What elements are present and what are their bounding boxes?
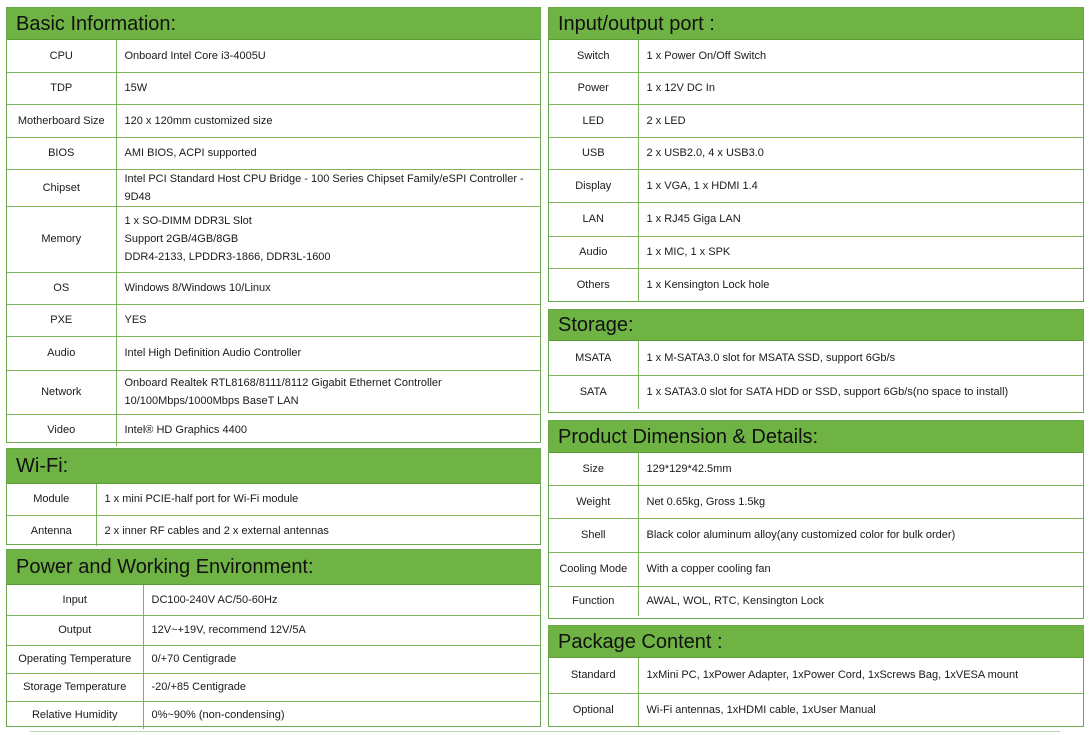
spec-value: [116, 304, 540, 336]
spec-value-line: 1 x VGA, 1 x HDMI 1.4: [646, 179, 758, 192]
spec-value-line: 1 x Kensington Lock hole: [646, 279, 770, 292]
spec-value: [638, 586, 1083, 616]
spec-value: [638, 72, 1083, 104]
spec-value: [638, 518, 1083, 552]
spec-value-line: Onboard Realtek RTL8168/8111/8112 Gigabit Ethernet Controller: [124, 377, 442, 389]
spec-value-line: Wi-Fi antennas, 1xHDMI cable, 1xUser Manual: [646, 703, 876, 716]
spec-label: Weight: [549, 485, 638, 518]
spec-value: [638, 236, 1083, 268]
basic-information-section: [6, 7, 541, 443]
spec-label: Module: [7, 484, 96, 515]
spec-value: [638, 658, 1083, 693]
spec-table: [7, 40, 540, 446]
table-row: [7, 336, 540, 370]
spec-value: [638, 104, 1083, 137]
spec-label: Network: [7, 370, 116, 414]
spec-value-line: Intel High Definition Audio Controller: [124, 347, 302, 359]
spec-value: [638, 202, 1083, 236]
table-row: [7, 701, 540, 729]
wifi-section: [6, 448, 541, 545]
spec-value: [116, 72, 540, 104]
table-row: [549, 518, 1083, 552]
spec-value: [116, 169, 540, 206]
spec-value: [116, 40, 540, 72]
spec-value-line: 12V~+19V, recommend 12V/5A: [151, 624, 306, 636]
dimension-section: [548, 420, 1084, 619]
spec-label: Output: [7, 615, 143, 645]
section-title: Package Content :: [549, 626, 1083, 658]
spec-value-line: Onboard Intel Core i3-4005U: [124, 49, 266, 62]
spec-value-line: AMI BIOS, ACPI supported: [124, 147, 257, 159]
spec-value-line: 1 x MIC, 1 x SPK: [646, 246, 731, 258]
spec-value: [638, 137, 1083, 169]
spec-value: [116, 104, 540, 137]
section-title: Power and Working Environment:: [7, 550, 540, 585]
power-environment-section: [6, 549, 541, 727]
spec-value: [638, 169, 1083, 202]
spec-value-line: With a copper cooling fan: [646, 563, 771, 575]
spec-value: [116, 206, 540, 272]
spec-label: Display: [549, 169, 638, 202]
spec-table: [7, 484, 540, 546]
spec-label: Cooling Mode: [549, 552, 638, 586]
spec-label: MSATA: [549, 341, 638, 375]
storage-section: [548, 309, 1084, 413]
spec-label: OS: [7, 272, 116, 304]
spec-table: [549, 453, 1083, 616]
spec-label: Optional: [549, 693, 638, 726]
spec-value: [96, 484, 540, 515]
spec-label: Input: [7, 585, 143, 615]
spec-value: [143, 701, 540, 729]
spec-value-line: 2 x USB2.0, 4 x USB3.0: [646, 147, 764, 159]
spec-table: [7, 585, 540, 729]
spec-value-line: Windows 8/Windows 10/Linux: [124, 282, 271, 294]
spec-value-line: 2 x LED: [646, 114, 686, 127]
spec-value: [116, 414, 540, 446]
section-title: Wi-Fi:: [7, 449, 540, 484]
spec-value: [143, 615, 540, 645]
spec-value-line: Black color aluminum alloy(any customized color for bulk order): [646, 529, 956, 541]
spec-label: Operating Temperature: [7, 645, 143, 673]
spec-label: SATA: [549, 375, 638, 409]
spec-value-line: 1 x 12V DC In: [646, 82, 715, 94]
spec-label: BIOS: [7, 137, 116, 169]
table-row: [549, 104, 1083, 137]
spec-label: PXE: [7, 304, 116, 336]
spec-label: Switch: [549, 40, 638, 72]
spec-value: [638, 552, 1083, 586]
spec-label: LAN: [549, 202, 638, 236]
table-row: [7, 484, 540, 515]
table-row: [549, 341, 1083, 375]
table-row: [7, 515, 540, 546]
spec-label: TDP: [7, 72, 116, 104]
spec-label: Function: [549, 586, 638, 616]
spec-value: [638, 453, 1083, 485]
spec-table: [549, 40, 1083, 302]
package-section: [548, 625, 1084, 727]
spec-label: Size: [549, 453, 638, 485]
section-title: Product Dimension & Details:: [549, 421, 1083, 453]
spec-value-line: 0%~90% (non-condensing): [151, 709, 285, 722]
table-row: [7, 414, 540, 446]
spec-value: [96, 515, 540, 546]
table-row: [7, 169, 540, 206]
table-row: [7, 72, 540, 104]
table-row: [549, 453, 1083, 485]
table-row: [7, 585, 540, 615]
bottom-divider: [30, 731, 1060, 732]
spec-value-line: 2 x inner RF cables and 2 x external antennas: [104, 524, 329, 537]
table-row: [549, 268, 1083, 302]
spec-value-line: 129*129*42.5mm: [646, 462, 732, 475]
table-row: [549, 236, 1083, 268]
table-row: [7, 673, 540, 701]
table-row: [549, 375, 1083, 409]
table-row: [7, 615, 540, 645]
table-row: [549, 552, 1083, 586]
spec-label: Audio: [549, 236, 638, 268]
spec-value-line: 1xMini PC, 1xPower Adapter, 1xPower Cord, 1xScrews Bag, 1xVESA mount: [646, 669, 1019, 682]
table-row: [549, 202, 1083, 236]
table-row: [7, 104, 540, 137]
table-row: [7, 137, 540, 169]
spec-value-line: DC100-240V AC/50-60Hz: [151, 593, 278, 606]
spec-label: Antenna: [7, 515, 96, 546]
spec-value-line: 120 x 120mm customized size: [124, 114, 273, 127]
spec-value: [143, 673, 540, 701]
table-row: [549, 72, 1083, 104]
spec-label: Motherboard Size: [7, 104, 116, 137]
spec-value-line: 1 x M-SATA3.0 slot for MSATA SSD, support 6Gb/s: [646, 351, 896, 364]
spec-value-line: 1 x RJ45 Giga LAN: [646, 213, 741, 225]
table-row: [549, 586, 1083, 616]
spec-value-line: 1 x SATA3.0 slot for SATA HDD or SSD, support 6Gb/s(no space to install): [646, 386, 1009, 399]
section-title: Basic Information:: [7, 8, 540, 40]
table-row: [7, 645, 540, 673]
table-row: [549, 658, 1083, 693]
table-row: [549, 40, 1083, 72]
table-row: [7, 370, 540, 414]
table-row: [549, 137, 1083, 169]
spec-value: [116, 272, 540, 304]
spec-value-line: 10/100Mbps/1000Mbps BaseT LAN: [124, 395, 299, 407]
spec-value-line: YES: [124, 314, 147, 326]
spec-label: Power: [549, 72, 638, 104]
spec-label: Shell: [549, 518, 638, 552]
spec-value: [116, 336, 540, 370]
spec-value: [638, 268, 1083, 302]
spec-value-line: AWAL, WOL, RTC, Kensington Lock: [646, 595, 824, 608]
spec-label: Relative Humidity: [7, 701, 143, 729]
spec-value-line: Support 2GB/4GB/8GB: [124, 233, 239, 245]
spec-table: [549, 341, 1083, 409]
io-port-section: [548, 7, 1084, 302]
spec-label: LED: [549, 104, 638, 137]
table-row: [7, 206, 540, 272]
spec-label: Standard: [549, 658, 638, 693]
table-row: [549, 169, 1083, 202]
spec-label: Others: [549, 268, 638, 302]
spec-value: [143, 645, 540, 673]
section-title: Storage:: [549, 310, 1083, 341]
section-title: Input/output port :: [549, 8, 1083, 40]
spec-value: [116, 137, 540, 169]
spec-value-line: DDR4-2133, LPDDR3-1866, DDR3L-1600: [124, 251, 331, 263]
spec-label: Audio: [7, 336, 116, 370]
spec-label: Memory: [7, 206, 116, 272]
table-row: [549, 485, 1083, 518]
spec-value-line: 1 x mini PCIE-half port for Wi-Fi module: [104, 493, 299, 506]
table-row: [7, 40, 540, 72]
spec-value: [638, 693, 1083, 726]
spec-label: USB: [549, 137, 638, 169]
spec-value-line: Net 0.65kg, Gross 1.5kg: [646, 495, 766, 508]
spec-label: Video: [7, 414, 116, 446]
spec-value-line: Intel® HD Graphics 4400: [124, 424, 247, 437]
table-row: [7, 304, 540, 336]
spec-value-line: 1 x Power On/Off Switch: [646, 49, 767, 62]
spec-label: Chipset: [7, 169, 116, 206]
spec-table: [549, 658, 1083, 726]
table-row: [549, 693, 1083, 726]
spec-value-line: 15W: [124, 82, 148, 94]
spec-value-line: 1 x SO-DIMM DDR3L Slot: [124, 215, 252, 227]
spec-value: [638, 375, 1083, 409]
spec-value: [143, 585, 540, 615]
table-row: [7, 272, 540, 304]
spec-label: CPU: [7, 40, 116, 72]
spec-value: [638, 485, 1083, 518]
spec-value: [638, 40, 1083, 72]
spec-value: [116, 370, 540, 414]
spec-value-line: 0/+70 Centigrade: [151, 653, 237, 665]
spec-value-line: Intel PCI Standard Host CPU Bridge - 100 Series Chipset Family/eSPI Controller - 9D48: [124, 172, 524, 203]
spec-value-line: -20/+85 Centigrade: [151, 681, 246, 693]
spec-value: [638, 341, 1083, 375]
spec-label: Storage Temperature: [7, 673, 143, 701]
